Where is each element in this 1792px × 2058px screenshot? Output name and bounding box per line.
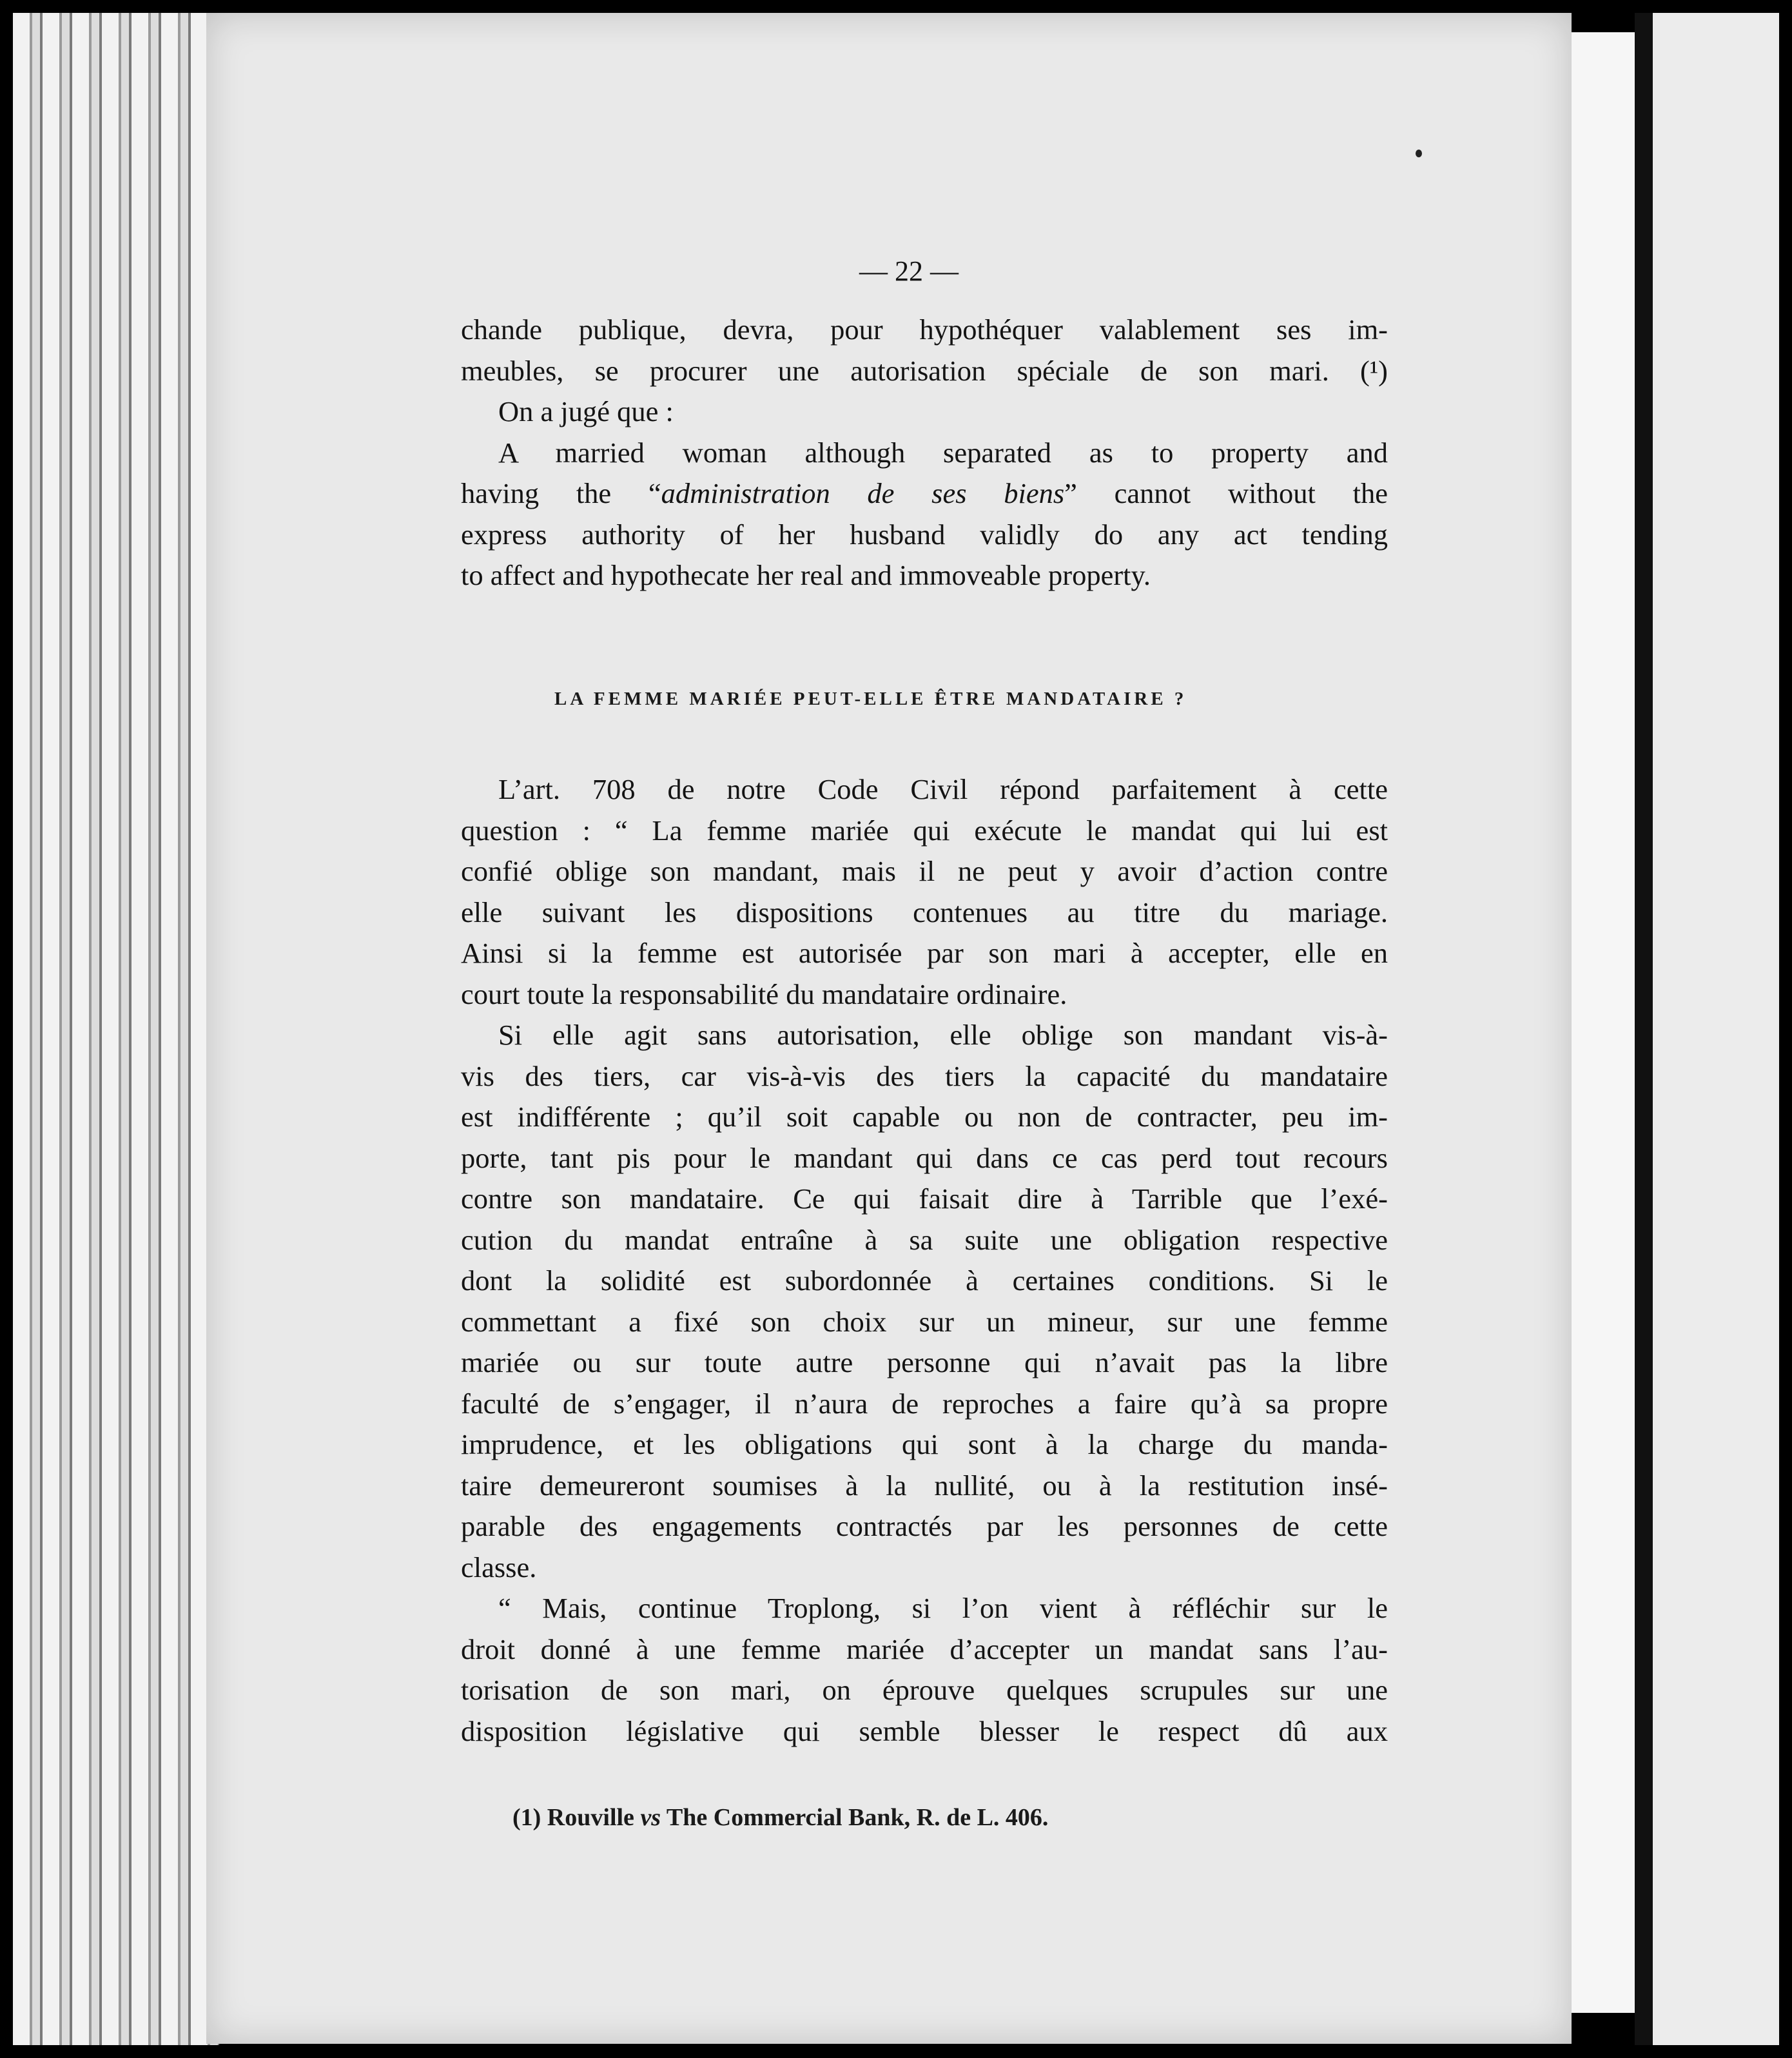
paragraph-chande xyxy=(461,309,1388,391)
text-line: imprudence, et les obligations qui sont à la charge du manda- xyxy=(461,1428,1388,1460)
paragraph-english-ruling xyxy=(461,433,1388,596)
paragraph-art-708 xyxy=(461,769,1388,1015)
footnote-prefix: (1) Rouville xyxy=(512,1804,641,1831)
paragraph-on-a-juge xyxy=(461,391,1388,433)
text-fragment: ” cannot without the xyxy=(1064,477,1388,509)
binding-shadow xyxy=(1635,13,1653,2045)
text-line: torisation de son mari, on éprouve quelques scrupules sur une xyxy=(461,1674,1388,1706)
text-fragment: having the “ xyxy=(461,477,661,509)
section-heading: LA FEMME MARIÉE PEUT-ELLE ÊTRE MANDATAIRE ? xyxy=(554,689,1187,709)
text-line: On a jugé que : xyxy=(498,395,674,427)
footnote-suffix: The Commercial Bank, R. de L. 406. xyxy=(661,1804,1049,1831)
text-line: dont la solidité est subordonnée à certaines conditions. Si le xyxy=(461,1264,1388,1297)
text-line: est indifférente ; qu’il soit capable ou non de contracter, peu im- xyxy=(461,1101,1388,1133)
text-line xyxy=(461,473,1388,514)
ink-speck xyxy=(1416,150,1422,157)
text-line: contre son mandataire. Ce qui faisait dire à Tarrible que l’exé- xyxy=(461,1182,1388,1215)
text-line: elle suivant les dispositions contenues au titre du mariage. xyxy=(461,896,1388,928)
text-line: taire demeureront soumises à la nullité, ou à la restitution insé- xyxy=(461,1469,1388,1502)
text-line: vis des tiers, car vis-à-vis des tiers la capacité du mandataire xyxy=(461,1059,1388,1092)
text-line: A married woman although separated as to property and xyxy=(498,436,1388,469)
paragraph-mais xyxy=(461,1588,1388,1752)
text-line: cution du mandat entraîne à sa suite une obligation respective xyxy=(461,1223,1388,1256)
text-line: classe. xyxy=(461,1551,537,1583)
text-line: to affect and hypothecate her real and immoveable property. xyxy=(461,559,1151,591)
text-line: faculté de s’engager, il n’aura de reproches a faire qu’à sa propre xyxy=(461,1387,1388,1420)
text-line: meubles, se procurer une autorisation spéciale de son mari. (¹) xyxy=(461,354,1388,387)
text-line: disposition législative qui semble blesser le respect dû aux xyxy=(461,1714,1388,1747)
body-text xyxy=(461,309,1388,596)
facing-page xyxy=(1653,13,1779,2045)
text-line: express authority of her husband validly do any act tending xyxy=(461,518,1388,551)
body-text-continued xyxy=(461,769,1388,1752)
text-line: commettant a fixé son choix sur un mineur, sur une femme xyxy=(461,1305,1388,1338)
text-line: confié oblige son mandant, mais il ne peut y avoir d’action contre xyxy=(461,855,1388,887)
page-edges xyxy=(13,13,219,2045)
paragraph-si-elle xyxy=(461,1015,1388,1588)
page-number: — 22 — xyxy=(859,255,959,287)
text-line: question : “ La femme mariée qui exécute le mandat qui lui est xyxy=(461,814,1388,847)
italic-phrase: administration de ses biens xyxy=(661,477,1065,509)
footnote-italic: vs xyxy=(640,1804,661,1831)
text-line: Ainsi si la femme est autorisée par son mari à accepter, elle en xyxy=(461,937,1388,969)
text-line: porte, tant pis pour le mandant qui dans ce cas perd tout recours xyxy=(461,1141,1388,1174)
text-line: chande publique, devra, pour hypothéquer valablement ses im- xyxy=(461,313,1388,346)
text-line: parable des engagements contractés par les personnes de cette xyxy=(461,1510,1388,1542)
page-gutter xyxy=(1572,32,1635,2013)
text-line: Si elle agit sans autorisation, elle oblige son mandant vis-à- xyxy=(498,1019,1388,1051)
text-line: court toute la responsabilité du mandataire ordinaire. xyxy=(461,977,1067,1010)
footnote xyxy=(512,1803,1048,1832)
text-line: L’art. 708 de notre Code Civil répond parfaitement à cette xyxy=(498,773,1388,805)
text-line: droit donné à une femme mariée d’accepter un mandat sans l’au- xyxy=(461,1632,1388,1665)
text-line: mariée ou sur toute autre personne qui n’avait pas la libre xyxy=(461,1346,1388,1378)
text-line: “ Mais, continue Troplong, si l’on vient à réfléchir sur le xyxy=(498,1592,1388,1624)
